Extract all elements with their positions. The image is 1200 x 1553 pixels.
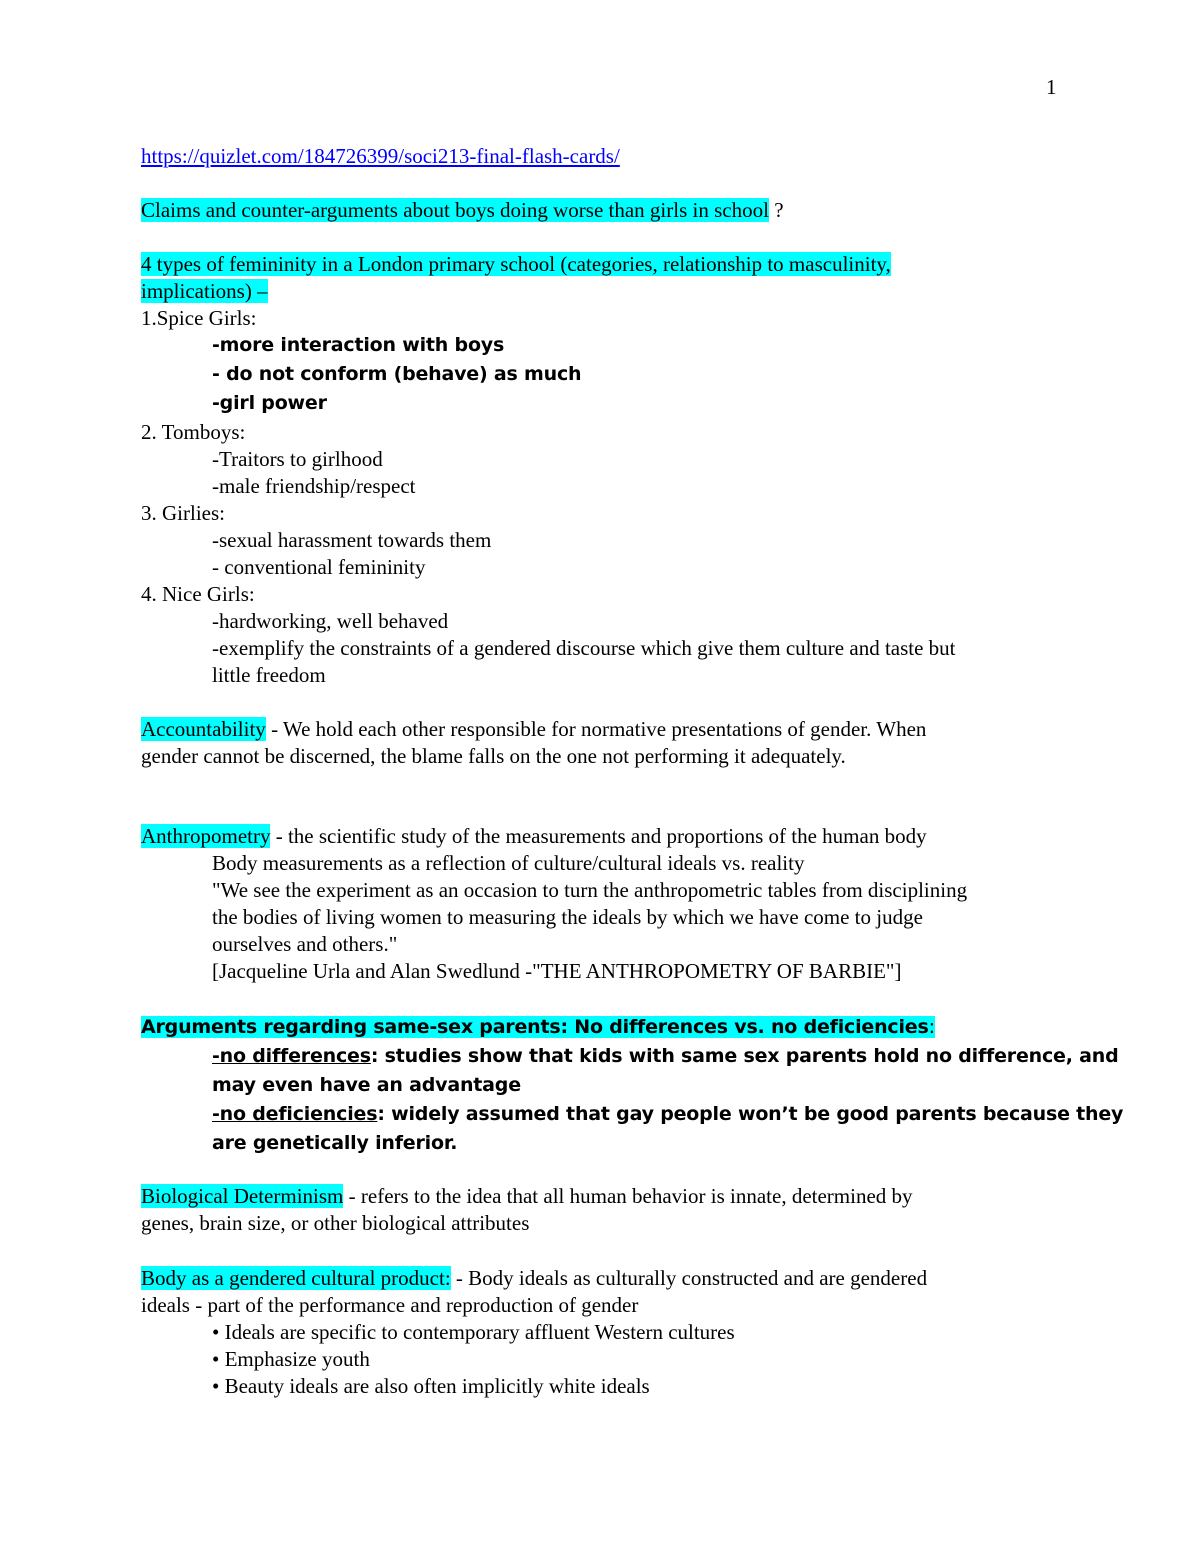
anthropometry-term: Anthropometry — [141, 824, 271, 848]
nice-item: -hardworking, well behaved — [212, 609, 449, 633]
nice-item: little freedom — [212, 663, 326, 687]
biological-determinism-def-line2: genes, brain size, or other biological attributes — [141, 1211, 530, 1235]
no-deficiencies-term: -no deficiencies — [212, 1103, 378, 1125]
no-differences-term: -no differences — [212, 1045, 371, 1067]
quizlet-link-block — [141, 143, 1071, 170]
tomboys-item: -Traitors to girlhood — [212, 447, 383, 471]
accountability-term: Accountability — [141, 717, 266, 741]
body-bullet: • Ideals are specific to contemporary affluent Western cultures — [212, 1320, 735, 1344]
femininity-section — [141, 251, 1071, 689]
femininity-heading-line1: 4 types of femininity in a London primary school (categories, relationship to masculinity, — [141, 252, 891, 276]
no-deficiencies-line2: are genetically inferior. — [212, 1132, 458, 1154]
no-differences-line2: may even have an advantage — [212, 1074, 521, 1096]
girlies-item: - conventional femininity — [212, 555, 426, 579]
femininity-heading-line2: implications) – — [141, 279, 268, 303]
claims-suffix: ? — [768, 198, 784, 222]
spice-item: - do not conform (behave) as much — [212, 363, 582, 385]
biological-determinism-term: Biological Determinism — [141, 1184, 344, 1208]
spice-girls-label: 1.Spice Girls: — [141, 306, 257, 330]
anthropometry-item: the bodies of living women to measuring the ideals by which we have come to judge — [212, 905, 923, 929]
spice-item: -more interaction with boys — [212, 334, 505, 356]
same-sex-section — [141, 1013, 1124, 1158]
nice-item: -exemplify the constraints of a gendered discourse which give them culture and taste but — [212, 636, 956, 660]
body-section — [141, 1265, 1071, 1400]
girlies-label: 3. Girlies: — [141, 501, 225, 525]
quizlet-link[interactable]: https://quizlet.com/184726399/soci213-final-flash-cards/ — [141, 144, 620, 168]
anthropometry-item: [Jacqueline Urla and Alan Swedlund -"THE ANTHROPOMETRY OF BARBIE"] — [212, 959, 902, 983]
anthropometry-def: - the scientific study of the measurements and proportions of the human body — [270, 824, 927, 848]
body-term: Body as a gendered cultural product: — [141, 1266, 451, 1290]
accountability-def-line1: - We hold each other responsible for normative presentations of gender. When — [265, 717, 927, 741]
anthropometry-item: ourselves and others." — [212, 932, 398, 956]
biological-determinism-section — [141, 1183, 1071, 1237]
no-deficiencies-line1: -no deficiencies: widely assumed that gay people won’t be good parents because they — [212, 1103, 1124, 1125]
biological-determinism-def-line1: - refers to the idea that all human behavior is innate, determined by — [343, 1184, 913, 1208]
same-sex-heading: Arguments regarding same-sex parents: No differences vs. no deficiencies: — [141, 1016, 935, 1038]
body-bullet: • Emphasize youth — [212, 1347, 370, 1371]
no-differences-line1: -no differences: studies show that kids with same sex parents hold no difference, and — [212, 1045, 1119, 1067]
anthropometry-item: Body measurements as a reflection of culture/cultural ideals vs. reality — [212, 851, 805, 875]
page-number: 1 — [1046, 75, 1057, 99]
body-def-line1: - Body ideals as culturally constructed and are gendered — [450, 1266, 928, 1290]
body-bullet: • Beauty ideals are also often implicitly white ideals — [212, 1374, 650, 1398]
nice-girls-label: 4. Nice Girls: — [141, 582, 255, 606]
spice-item: -girl power — [212, 392, 327, 414]
claims-heading — [141, 197, 1071, 224]
anthropometry-section — [141, 823, 1071, 985]
tomboys-item: -male friendship/respect — [212, 474, 416, 498]
anthropometry-item: "We see the experiment as an occasion to turn the anthropometric tables from disciplining — [212, 878, 968, 902]
body-def-line2: ideals - part of the performance and reproduction of gender — [141, 1293, 639, 1317]
accountability-def-line2: gender cannot be discerned, the blame falls on the one not performing it adequately. — [141, 744, 846, 768]
accountability-section — [141, 716, 1071, 770]
girlies-item: -sexual harassment towards them — [212, 528, 492, 552]
tomboys-label: 2. Tomboys: — [141, 420, 246, 444]
claims-highlight: Claims and counter-arguments about boys doing worse than girls in school — [141, 198, 769, 222]
